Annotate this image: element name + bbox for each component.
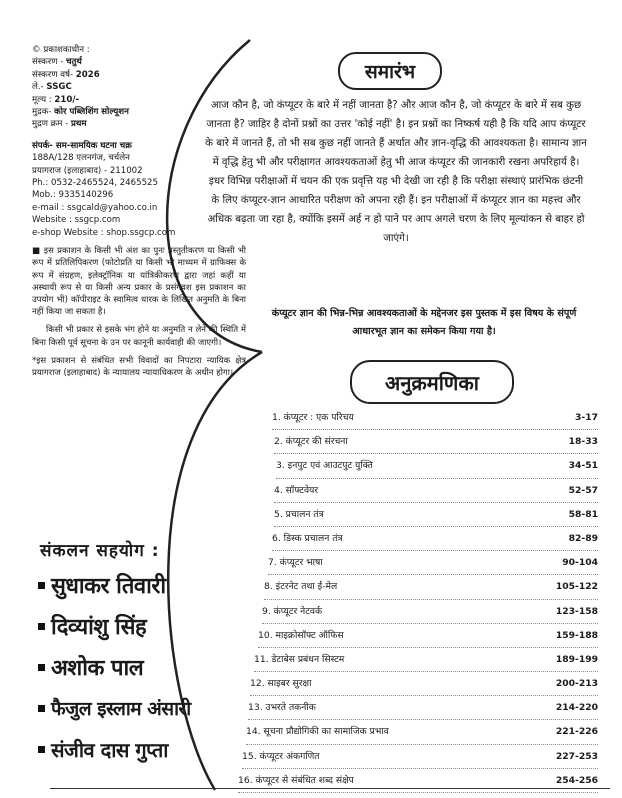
toc-item-pages: 214-220 bbox=[555, 702, 598, 714]
toc-row bbox=[238, 430, 598, 454]
compiler-name: फैजुल इस्लाम अंसारी bbox=[38, 689, 238, 727]
toc-row bbox=[238, 672, 598, 696]
legal-action-notice: किसी भी प्रकार से इसके भंग होने या अनुमति न लेने की स्थिति में बिना किसी पूर्व सूचना के उन पर कानूनी कार्यवाही की जाएगी। bbox=[32, 325, 246, 348]
toc-item-pages: 105-122 bbox=[555, 581, 598, 593]
copyright-notice: ■ इस प्रकाशन के किसी भी अंश का पुनः प्रस्तुतीकरण या किसी भी रूप में प्रतिलिपिकरण (फोटोप्रति या किसी भी माध्यम में ग्राफिक्स के रूप में संग्रहण, इलेक्ट्रॉनिक या यांत्रिकीकरण द्वारा जहां कहीं या अस्थायी रूप से या किसी अन्य प्रकार के प्रसंगवश इस प्रकाशन का उपयोग भी) कॉपीराइट के स्वामित्व धारक के लिखित अनुमति के बिना नहीं किया जा सकता है। bbox=[32, 246, 246, 318]
bullet-square-icon bbox=[38, 705, 45, 712]
page-bottom-rule bbox=[50, 788, 610, 789]
print-order-value: प्रथम bbox=[70, 119, 87, 130]
compilation-names bbox=[38, 566, 238, 771]
table-of-contents bbox=[238, 406, 598, 793]
bullet-square-icon bbox=[38, 664, 45, 671]
bullet-square-icon bbox=[38, 582, 45, 589]
toc-item-label: 4. सॉफ्टवेयर bbox=[274, 484, 319, 496]
toc-item-label: 15. कंप्यूटर अंकगणित bbox=[242, 750, 320, 762]
toc-item-label: 16. कंप्यूटर से संबंधित शब्द संक्षेप bbox=[238, 774, 354, 786]
print-order-label: मुद्रण क्रम - bbox=[32, 119, 69, 130]
toc-row bbox=[238, 600, 598, 624]
edition-label: संस्करण - bbox=[32, 57, 64, 68]
compiler-name: संजीव दास गुप्ता bbox=[38, 730, 238, 768]
jurisdiction-notice: *इस प्रकाशन से संबंधित सभी विवादों का निपटारा न्यायिक क्षेत्र प्रयागराज (इलाहाबाद) के न्यायालय न्यायाधिकरण के अधीन होगा। bbox=[32, 355, 246, 378]
code-label: ले.- bbox=[32, 82, 44, 93]
compiler-name: अशोक पाल bbox=[38, 648, 238, 686]
toc-item-label: 2. कंप्यूटर की संरचना bbox=[274, 436, 348, 448]
compiler-name: सुधाकर तिवारी bbox=[38, 566, 238, 604]
toc-item-label: 1. कंप्यूटर : एक परिचय bbox=[272, 412, 354, 423]
printer-value: कोर पब्लिशिंग सोल्यूशन bbox=[54, 107, 129, 118]
toc-item-label: 11. डेटाबेस प्रबंधन सिस्टम bbox=[254, 653, 345, 665]
toc-item-label: 8. इंटरनेट तथा ई-मेल bbox=[264, 581, 338, 593]
mobile-line: Mob.: 9335140296 bbox=[32, 190, 114, 201]
toc-row bbox=[238, 503, 598, 527]
toc-row bbox=[238, 769, 598, 793]
toc-item-pages: 227-253 bbox=[555, 750, 598, 762]
toc-row bbox=[238, 406, 598, 430]
toc-item-label: 13. उभरते तकनीक bbox=[248, 702, 316, 714]
toc-row bbox=[238, 696, 598, 720]
address-line-2: प्रयागराज (इलाहाबाद) - 211002 bbox=[32, 165, 143, 176]
toc-item-pages: 90-104 bbox=[562, 557, 598, 569]
address-line-1: 188A/128 एलनगंज, चर्चलेन bbox=[32, 153, 130, 164]
toc-item-pages: 200-213 bbox=[555, 678, 598, 690]
toc-item-label: 10. माइक्रोसॉफ्ट ऑफिस bbox=[258, 629, 344, 641]
toc-item-label: 9. कंप्यूटर नेटवर्क bbox=[262, 605, 323, 617]
intro-paragraph: आज कौन है, जो कंप्यूटर के बारे में नहीं जानता है? और आज कौन है, जो कंप्यूटर के बारे में सब कुछ जानता है? जाहिर है दोनों प्रश्नों का उत्तर 'कोई नहीं' है। इन प्रश्नों का निष्कर्ष यही है कि यदि आप कंप्यूटर के बारे में जानते हैं, तो भी सब कुछ नहीं जानते हैं अर्थात और ज्ञान-वृद्धि की आवश्यकता है। सामान्य ज्ञान में वृद्धि हेतु भी और परीक्षागत आवश्यकताओं हेतु भी आज कंप्यूटर की जानकारी रखना अपरिहार्य है। इधर विभिन्न परीक्षाओं में चयन की एक प्रवृत्ति यह भी देखी जा रही है कि परीक्षा संस्थाएं प्रारंभिक छंटनी के लिए कंप्यूटर-ज्ञान आधारित परीक्षण को अपना रही हैं। इन परीक्षाओं में कंप्यूटर ज्ञान का महत्त्व और अधिक बढ़ता जा रहा है, क्योंकि इसमें अर्ह न हो पाने पर आप अगले चरण के लिए मूल्यांकन से बाहर हो जाएंगे। bbox=[205, 100, 587, 244]
bullet-square-icon bbox=[38, 623, 45, 630]
website-line: Website : ssgcp.com bbox=[32, 215, 121, 226]
eshop-line: e-shop Website : shop.ssgcp.com bbox=[32, 227, 176, 238]
toc-row-rule bbox=[238, 792, 598, 793]
bullet-square-icon bbox=[38, 746, 45, 753]
toc-row bbox=[238, 745, 598, 769]
printer-label: मुद्रक- bbox=[32, 107, 52, 118]
intro-heading: समारंभ bbox=[364, 61, 416, 83]
toc-row bbox=[238, 479, 598, 503]
phone-line: Ph.: 0532-2465524, 2465525 bbox=[32, 178, 158, 189]
intro-summary: कंप्यूटर ज्ञान की भिन्न-भिन्न आवश्यकताओं के मद्देनजर इस पुस्तक में इस विषय के संपूर्ण आधारभूत ज्ञान का समेकन किया गया है। bbox=[271, 308, 577, 337]
toc-item-label: 5. प्रचालन तंत्र bbox=[274, 508, 324, 520]
email-line: e-mail : ssgcald@yahoo.co.in bbox=[32, 202, 158, 213]
contact-heading: संपर्क- सम-सामयिक घटना चक्र bbox=[32, 140, 132, 151]
copyright-line: © प्रकाशकाधीन : bbox=[32, 45, 90, 55]
toc-item-label: 12. साइबर सुरक्षा bbox=[250, 678, 312, 690]
toc-row bbox=[238, 648, 598, 672]
toc-item-label: 3. इनपुट एवं आउटपुट युक्ति bbox=[276, 460, 373, 472]
toc-heading: अनुक्रमणिका bbox=[385, 370, 479, 395]
toc-item-label: 6. डिस्क प्रचालन तंत्र bbox=[272, 532, 343, 544]
toc-item-pages: 254-256 bbox=[555, 774, 598, 786]
toc-heading-box bbox=[350, 360, 514, 404]
toc-item-pages: 18-33 bbox=[568, 436, 598, 448]
toc-row bbox=[238, 575, 598, 599]
year-value: 2026 bbox=[75, 69, 100, 80]
toc-row bbox=[238, 454, 598, 478]
price-label: मूल्य : bbox=[32, 94, 52, 105]
toc-item-label: 7. कंप्यूटर भाषा bbox=[268, 557, 323, 569]
toc-item-label: 14. सूचना प्रौद्योगिकी का सामाजिक प्रभाव bbox=[246, 726, 389, 738]
price-value: 210/- bbox=[54, 94, 80, 105]
intro-heading-box bbox=[338, 52, 442, 90]
toc-item-pages: 52-57 bbox=[568, 484, 598, 496]
compiler-name: दिव्यांशु सिंह bbox=[38, 607, 238, 645]
toc-item-pages: 34-51 bbox=[568, 460, 598, 472]
toc-item-pages: 159-188 bbox=[555, 629, 598, 641]
toc-row bbox=[238, 720, 598, 744]
toc-item-pages: 82-89 bbox=[568, 532, 598, 544]
edition-value: चतुर्थ bbox=[66, 57, 82, 68]
toc-row bbox=[238, 624, 598, 648]
toc-item-pages: 3-17 bbox=[575, 412, 598, 423]
code-value: SSGC bbox=[46, 82, 72, 93]
year-label: संस्करण वर्ष- bbox=[32, 69, 74, 80]
toc-item-pages: 221-226 bbox=[555, 726, 598, 738]
toc-item-pages: 189-199 bbox=[555, 653, 598, 665]
compilation-heading: संकलन सहयोग : bbox=[40, 541, 160, 561]
toc-item-pages: 58-81 bbox=[568, 508, 598, 520]
toc-row bbox=[238, 527, 598, 551]
toc-row bbox=[238, 551, 598, 575]
toc-item-pages: 123-158 bbox=[555, 605, 598, 617]
